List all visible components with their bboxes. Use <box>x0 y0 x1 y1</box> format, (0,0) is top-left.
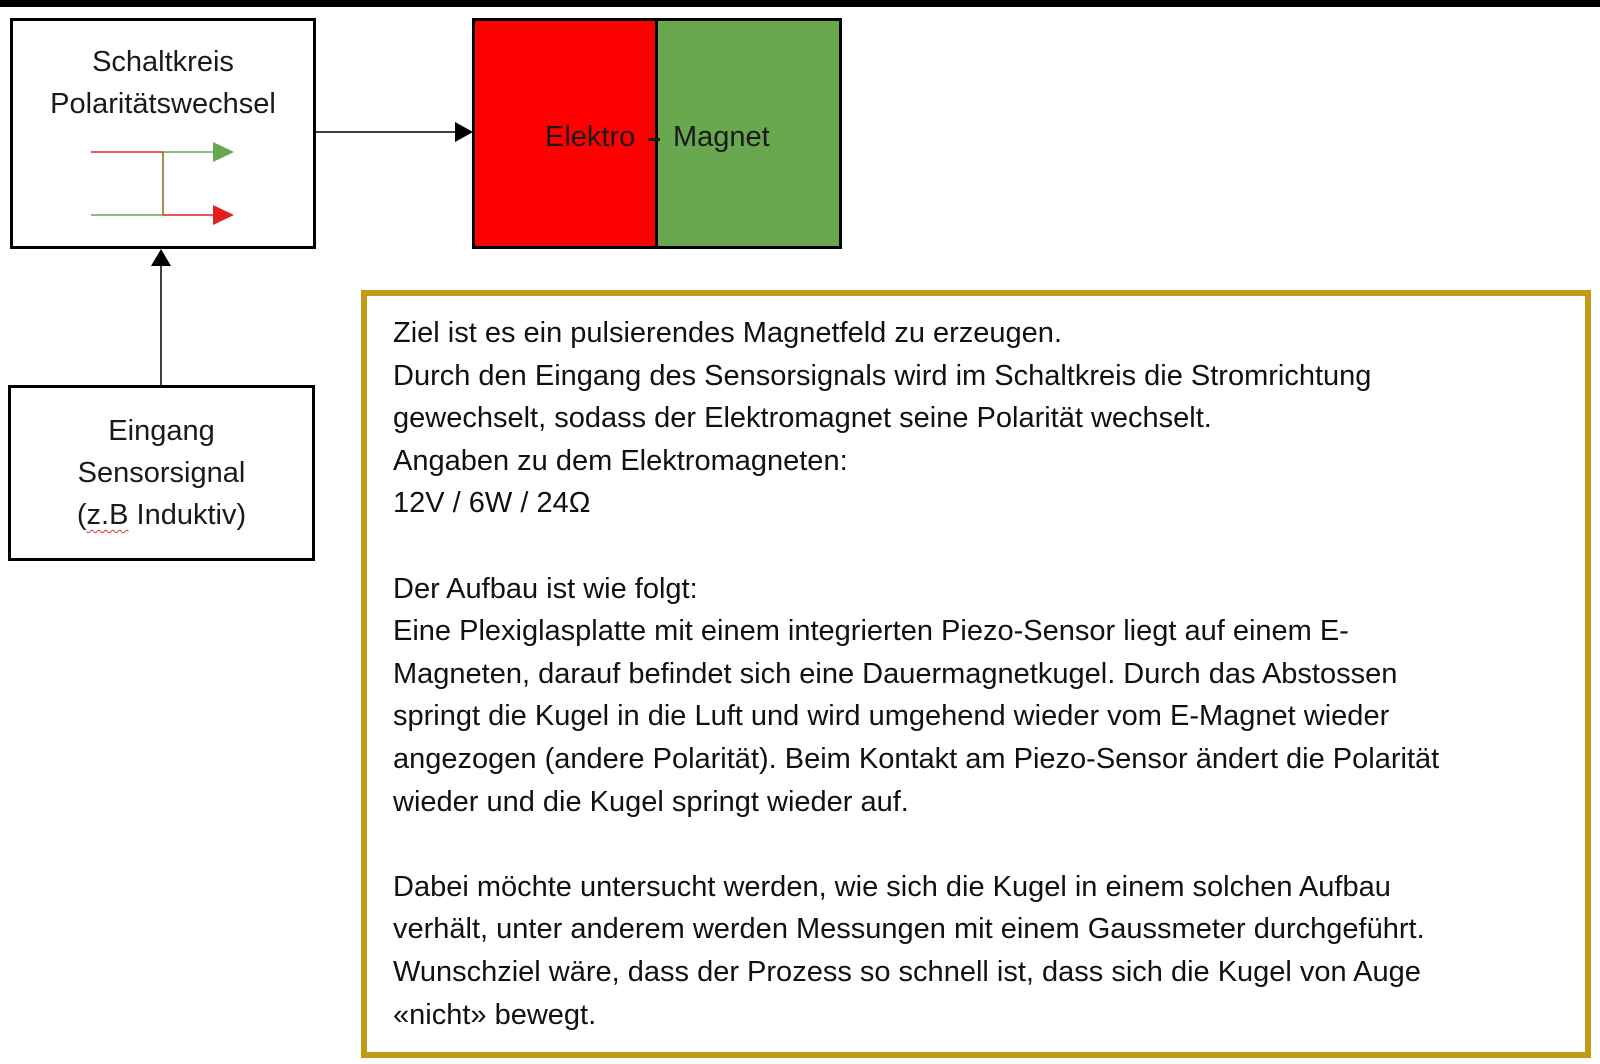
description-line: wieder und die Kugel springt wieder auf. <box>393 785 909 818</box>
sensor-input-paren: ( <box>76 499 87 531</box>
electromagnet-label-dash <box>648 138 660 141</box>
sensor-input-line2: Sensorsignal <box>77 457 246 489</box>
description-line: Eine Plexiglasplatte mit einem integrierten Piezo-Sensor liegt auf einem E- <box>393 615 1349 648</box>
description-line: springt die Kugel in die Luft und wird umgehend wieder vom E-Magnet wieder <box>393 700 1390 733</box>
sensor-input-line1: Eingang <box>108 415 215 447</box>
description-line: Dabei möchte untersucht werden, wie sich die Kugel in einem solchen Aufbau <box>393 870 1391 903</box>
electromagnet-block <box>472 18 842 249</box>
electromagnet-label-left: Elektro <box>545 121 636 153</box>
electromagnet-label-right: Magnet <box>673 121 770 153</box>
description-line: verhält, unter anderem werden Messungen mit einem Gaussmeter durchgeführt. <box>393 913 1425 946</box>
sensor-input-line3 <box>11 494 312 536</box>
polarity-green-arrowhead <box>213 142 234 162</box>
polarity-red-arrowhead <box>213 205 234 225</box>
sensor-input-label <box>11 410 312 536</box>
description-line: Durch den Eingang des Sensorsignals wird im Schaltkreis die Stromrichtung <box>393 359 1372 392</box>
description-line: 12V / 6W / 24Ω <box>393 487 591 520</box>
arrowhead-magnet <box>455 122 473 142</box>
description-line: gewechselt, sodass der Elektromagnet seine Polarität wechselt. <box>393 402 1212 435</box>
description-line: Wunschziel wäre, dass der Prozess so schnell ist, dass sich die Kugel von Auge <box>393 955 1421 988</box>
description-line: Der Aufbau ist wie folgt: <box>393 572 698 605</box>
sensor-input-abbrev: z.B <box>86 499 129 531</box>
description-box <box>361 290 1591 1058</box>
switch-circuit-box <box>10 18 316 249</box>
switch-circuit-title-line2: Polaritätswechsel <box>50 88 276 120</box>
description-line: angezogen (andere Polarität). Beim Kontakt am Piezo-Sensor ändert die Polarität <box>393 742 1440 775</box>
description-text <box>393 312 1583 1036</box>
polarity-switch-icon <box>13 21 313 246</box>
description-line: Ziel ist es ein pulsierendes Magnetfeld zu erzeugen. <box>393 317 1062 349</box>
sensor-input-type: Induktiv) <box>128 499 247 531</box>
description-blank-line <box>393 525 1583 568</box>
description-line: Magneten, darauf befindet sich eine Dauermagnetkugel. Durch das Abstossen <box>393 657 1398 690</box>
description-blank-line <box>393 823 1583 866</box>
arrowhead-switch <box>151 249 171 266</box>
description-line: «nicht» bewegt. <box>393 998 597 1031</box>
sensor-input-box <box>8 385 315 561</box>
description-line: Angaben zu dem Elektromagneten: <box>393 444 848 477</box>
top-border <box>0 0 1600 7</box>
switch-circuit-title-line1: Schaltkreis <box>92 46 234 78</box>
